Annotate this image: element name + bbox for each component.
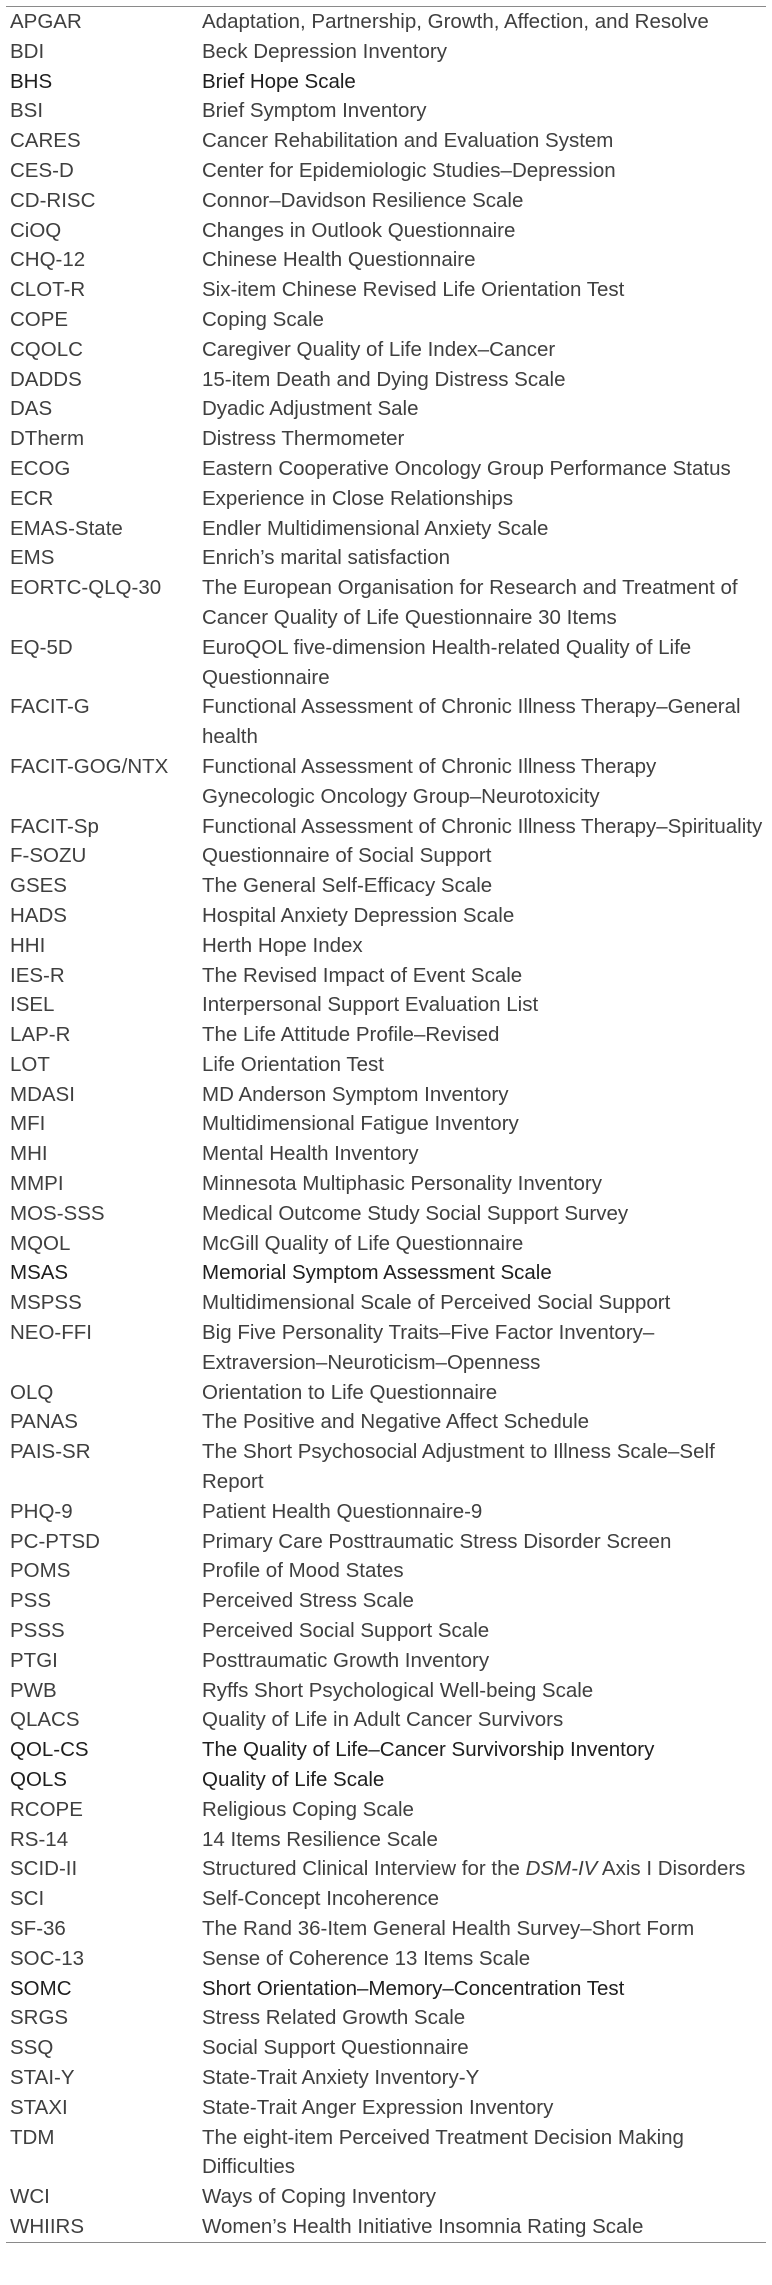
table-row [6,2003,766,2033]
table-row [6,1229,766,1259]
abbreviation-cell: BSI [10,99,44,123]
definition-cell: Ryffs Short Psychological Well-being Scale [202,1678,594,1702]
table-row [6,1765,766,1795]
abbreviation-cell: EORTC-QLQ-30 [10,576,162,600]
table-row [6,1258,766,1288]
table-row [6,1407,766,1437]
definition-cell: Medical Outcome Study Social Support Survey [202,1201,629,1225]
definition-cell: The Revised Impact of Event Scale [202,963,523,987]
table-row [6,514,766,544]
table-row [6,394,766,424]
definition-cell: Self-Concept Incoherence [202,1887,440,1911]
definition-cell: Multidimensional Fatigue Inventory [202,1112,519,1136]
definition-text: Structured Clinical Interview for the [202,1857,526,1881]
definition-cell: State-Trait Anger Expression Inventory [202,2095,554,2119]
abbreviations-table [6,7,766,2242]
table-row [6,633,766,693]
table-row [6,1556,766,1586]
definition-cell: The eight-item Perceived Treatment Decision Making Difficulties [202,2125,684,2179]
definition-cell: Posttraumatic Growth Inventory [202,1648,490,1672]
abbreviation-cell: SOMC [10,1976,72,2000]
table-row [6,186,766,216]
abbreviation-cell: MDASI [10,1082,75,1106]
definition-cell: Connor–Davidson Resilience Scale [202,188,524,212]
abbreviation-cell: QLACS [10,1708,80,1732]
table-row [6,335,766,365]
abbreviation-cell: COPE [10,307,69,331]
abbreviation-cell: PANAS [10,1410,78,1434]
definition-cell: EuroQOL five-dimension Health-related Quality of Life Questionnaire [202,635,692,689]
abbreviation-cell: CQOLC [10,337,83,361]
definition-cell: State-Trait Anxiety Inventory-Y [202,2065,480,2089]
abbreviation-cell: IES-R [10,963,65,987]
definition-cell: Herth Hope Index [202,933,363,957]
definition-cell: Dyadic Adjustment Sale [202,397,419,421]
abbreviation-cell: EQ-5D [10,635,73,659]
abbreviations-page [0,6,772,2285]
abbreviation-cell: STAXI [10,2095,68,2119]
table-row [6,1169,766,1199]
abbreviation-cell: QOL-CS [10,1738,89,1762]
definition-cell: Brief Symptom Inventory [202,99,427,123]
table-row [6,305,766,335]
abbreviation-cell: CiOQ [10,218,62,242]
abbreviation-cell: FACIT-GOG/NTX [10,754,169,778]
table-row [6,1676,766,1706]
abbreviation-cell: CARES [10,129,81,153]
table-row [6,1318,766,1378]
table-bottom-rule [6,2242,766,2243]
table-row [6,1109,766,1139]
table-row [6,871,766,901]
abbreviation-cell: PC-PTSD [10,1529,100,1553]
definition-cell: Eastern Cooperative Oncology Group Performance Status [202,456,731,480]
definition-cell: The Rand 36-Item General Health Survey–Short Form [202,1917,695,1940]
table-row [6,1586,766,1616]
definition-cell: Religious Coping Scale [202,1797,414,1821]
definition-cell: Center for Epidemiologic Studies–Depression [202,158,616,182]
abbreviation-cell: LAP-R [10,1023,71,1047]
definition-cell: The Life Attitude Profile–Revised [202,1023,500,1047]
abbreviation-cell: POMS [10,1559,71,1583]
abbreviation-cell: NEO-FFI [10,1321,92,1345]
table-row [6,454,766,484]
definition-cell: Coping Scale [202,307,324,331]
abbreviations-table-body [6,7,766,2242]
definition-text: Axis I Disorders [597,1857,746,1881]
table-row [6,1437,766,1497]
table-row [6,96,766,126]
definition-cell: Caregiver Quality of Life Index–Cancer [202,337,556,361]
table-row [6,2063,766,2093]
abbreviation-cell: PHQ-9 [10,1499,73,1523]
abbreviation-cell: LOT [10,1052,50,1076]
abbreviation-cell: MHI [10,1142,48,1166]
table-row [6,752,766,812]
definition-cell: 14 Items Resilience Scale [202,1827,438,1851]
table-row [6,931,766,961]
abbreviation-cell: PWB [10,1678,57,1702]
definition-cell: Perceived Social Support Scale [202,1619,490,1643]
table-row [6,1944,766,1974]
table-row [6,1527,766,1557]
table-row [6,365,766,395]
abbreviation-cell: CD-RISC [10,188,96,212]
abbreviation-cell: HHI [10,933,46,957]
table-row [6,1020,766,1050]
definition-italic-text: DSM-IV [525,1857,598,1881]
abbreviation-cell: FACIT-Sp [10,814,99,838]
table-row [6,126,766,156]
definition-cell: Functional Assessment of Chronic Illness Therapy Gynecologic Oncology Group–Neurotoxicity [202,754,657,808]
table-row [6,245,766,275]
definition-cell: Changes in Outlook Questionnaire [202,218,516,242]
table-row [6,2033,766,2063]
abbreviation-cell: DADDS [10,367,82,391]
abbreviation-cell: MOS-SSS [10,1201,105,1225]
definition-cell: Functional Assessment of Chronic Illness Therapy–Spirituality [202,814,763,838]
definition-cell: Ways of Coping Inventory [202,2185,436,2209]
abbreviation-cell: BDI [10,39,45,63]
definition-cell: The European Organisation for Research and Treatment of Cancer Quality of Life Questionnaire 30 Items [202,576,738,629]
table-row [6,1080,766,1110]
abbreviation-cell: SRGS [10,2006,69,2030]
definition-cell: Big Five Personality Traits–Five Factor Inventory–Extraversion–Neuroticism–Openness [202,1321,655,1374]
table-row [6,7,766,37]
table-row [6,901,766,931]
table-row [6,37,766,67]
definition-cell: Distress Thermometer [202,427,405,451]
table-row [6,990,766,1020]
abbreviation-cell: SCI [10,1887,45,1911]
abbreviation-cell: ECOG [10,456,71,480]
definition-cell: Brief Hope Scale [202,69,356,93]
abbreviation-cell: ISEL [10,993,55,1017]
abbreviation-cell: MMPI [10,1172,64,1196]
table-row [6,67,766,97]
abbreviation-cell: DAS [10,397,53,421]
table-row [6,216,766,246]
table-row [6,2182,766,2212]
definition-cell: Minnesota Multiphasic Personality Inventory [202,1172,602,1196]
abbreviation-cell: SSQ [10,2036,54,2060]
definition-cell: Adaptation, Partnership, Growth, Affection, and Resolve [202,10,709,33]
table-row [6,812,766,842]
definition-cell: The General Self-Efficacy Scale [202,874,493,898]
abbreviation-cell: GSES [10,874,67,898]
definition-cell: Social Support Questionnaire [202,2036,469,2060]
table-row [6,1139,766,1169]
abbreviation-cell: DTherm [10,427,85,451]
table-row [6,1914,766,1944]
abbreviation-cell: CLOT-R [10,278,86,302]
table-row [6,484,766,514]
table-row [6,1795,766,1825]
abbreviation-cell: OLQ [10,1380,54,1404]
definition-cell: The Short Psychosocial Adjustment to Illness Scale–Self Report [202,1440,715,1494]
table-row [6,424,766,454]
definition-cell: Multidimensional Scale of Perceived Social Support [202,1291,671,1315]
table-row [6,692,766,752]
table-row [6,1288,766,1318]
definition-cell: Orientation to Life Questionnaire [202,1380,498,1404]
definition-cell: Stress Related Growth Scale [202,2006,466,2030]
abbreviation-cell: ECR [10,486,54,510]
abbreviation-cell: PSSS [10,1619,65,1643]
abbreviation-cell: RS-14 [10,1827,69,1851]
table-row [6,2123,766,2183]
abbreviation-cell: RCOPE [10,1797,83,1821]
table-row [6,2212,766,2242]
abbreviation-cell: QOLS [10,1768,67,1792]
definition-cell: Life Orientation Test [202,1052,384,1076]
table-row [6,1974,766,2004]
definition-cell: MD Anderson Symptom Inventory [202,1082,509,1106]
table-row [6,543,766,573]
definition-cell: Quality of Life in Adult Cancer Survivors [202,1708,564,1732]
abbreviation-cell: EMS [10,546,55,570]
definition-cell [198,1854,766,1884]
abbreviation-cell: WHIIRS [10,2214,85,2238]
abbreviation-cell: MSAS [10,1261,69,1285]
abbreviation-cell: EMAS-State [10,516,123,540]
abbreviation-cell: PSS [10,1589,52,1613]
definition-cell: Primary Care Posttraumatic Stress Disorder Screen [202,1529,672,1553]
definition-cell: Perceived Stress Scale [202,1589,414,1613]
definition-cell: Women’s Health Initiative Insomnia Rating Scale [202,2214,644,2238]
abbreviation-cell: PTGI [10,1648,58,1672]
table-row [6,1884,766,1914]
abbreviation-cell: BHS [10,69,53,93]
abbreviation-cell: SOC-13 [10,1946,85,1970]
definition-cell: Functional Assessment of Chronic Illness Therapy–General health [202,695,741,749]
definition-cell: McGill Quality of Life Questionnaire [202,1231,524,1255]
definition-cell: Short Orientation–Memory–Concentration Test [202,1976,625,2000]
abbreviation-cell: FACIT-G [10,695,90,719]
definition-cell: Six-item Chinese Revised Life Orientation Test [202,278,625,302]
table-row [6,1199,766,1229]
table-row [6,2093,766,2123]
abbreviation-cell: MFI [10,1112,46,1136]
definition-cell: Patient Health Questionnaire-9 [202,1499,483,1523]
abbreviation-cell: TDM [10,2125,55,2149]
table-row [6,275,766,305]
abbreviation-cell: MQOL [10,1231,71,1255]
table-row [6,1050,766,1080]
table-row [6,156,766,186]
abbreviation-cell: SF-36 [10,1917,66,1940]
table-row [6,1616,766,1646]
abbreviation-cell: F-SOZU [10,844,87,868]
definition-cell: Experience in Close Relationships [202,486,514,510]
table-row [6,961,766,991]
definition-cell: The Positive and Negative Affect Schedule [202,1410,590,1434]
table-row [6,1825,766,1855]
table-row [6,841,766,871]
definition-cell: Quality of Life Scale [202,1768,385,1792]
definition-cell: Memorial Symptom Assessment Scale [202,1261,552,1285]
abbreviation-cell: CHQ-12 [10,248,86,272]
definition-cell: Profile of Mood States [202,1559,404,1583]
definition-cell: Questionnaire of Social Support [202,844,492,868]
table-row [6,1497,766,1527]
abbreviation-cell: MSPSS [10,1291,82,1315]
abbreviation-cell: HADS [10,903,67,927]
abbreviation-cell: APGAR [10,10,82,33]
table-row [6,1854,766,1884]
table-row [6,1378,766,1408]
table-row [6,1705,766,1735]
definition-cell: Sense of Coherence 13 Items Scale [202,1946,531,1970]
definition-cell: Hospital Anxiety Depression Scale [202,903,515,927]
definition-cell: 15-item Death and Dying Distress Scale [202,367,566,391]
abbreviation-cell: PAIS-SR [10,1440,91,1464]
abbreviation-cell: SCID-II [10,1857,78,1881]
abbreviation-cell: STAI-Y [10,2065,75,2089]
definition-cell: Endler Multidimensional Anxiety Scale [202,516,549,540]
table-row [6,1735,766,1765]
definition-cell: Mental Health Inventory [202,1142,419,1166]
table-row [6,1646,766,1676]
definition-cell: Enrich’s marital satisfaction [202,546,450,570]
abbreviation-cell: CES-D [10,158,74,182]
table-row [6,573,766,633]
definition-cell: Cancer Rehabilitation and Evaluation System [202,129,614,153]
abbreviation-cell: WCI [10,2185,50,2209]
definition-cell: Interpersonal Support Evaluation List [202,993,539,1017]
definition-cell: Beck Depression Inventory [202,39,447,63]
definition-cell: The Quality of Life–Cancer Survivorship Inventory [202,1738,655,1762]
definition-cell: Chinese Health Questionnaire [202,248,476,272]
